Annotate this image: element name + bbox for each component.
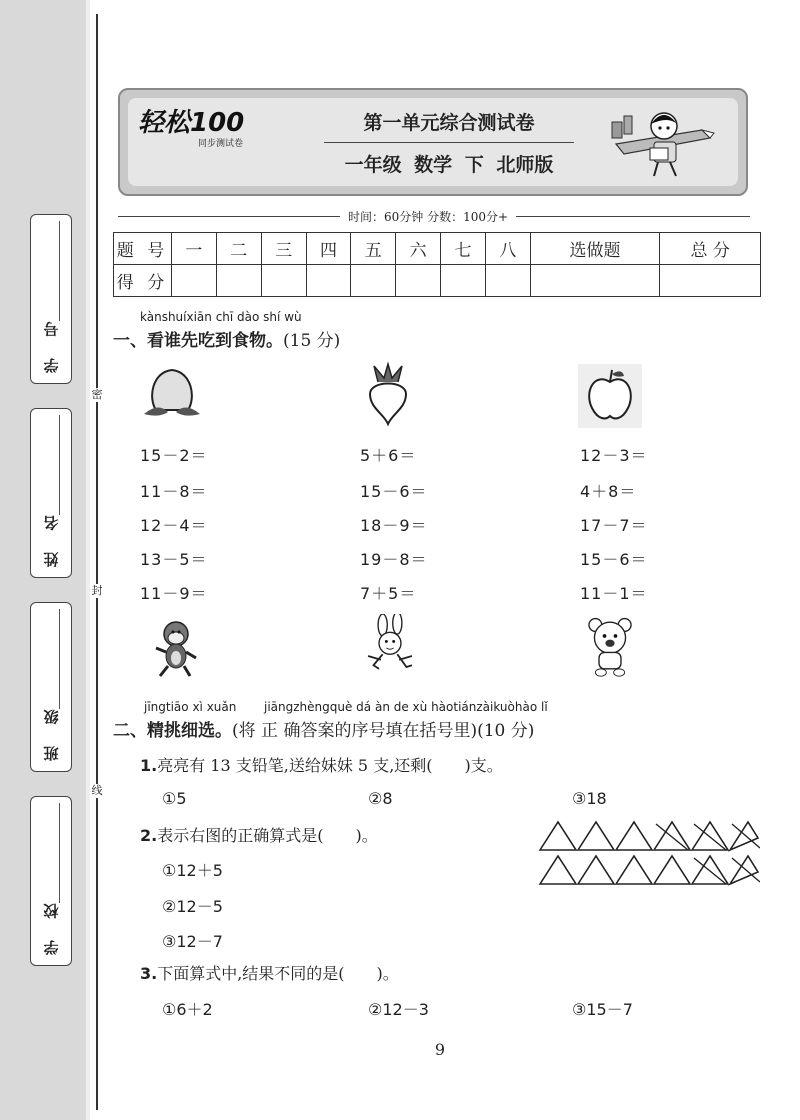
score-input-cell[interactable] [485, 265, 530, 297]
table-cell: 得 分 [114, 265, 172, 297]
table-cell: 六 [396, 233, 441, 265]
section2-pinyin-title: jīngtiāo xì xuǎn [144, 700, 237, 714]
bear-icon [578, 614, 642, 678]
school-field[interactable] [30, 796, 72, 966]
apple-icon [578, 364, 642, 428]
table-cell: 选做题 [530, 233, 660, 265]
binding-edge [86, 0, 90, 1120]
time-score-info: 时间：60分钟 分数：100分+ [340, 208, 516, 225]
student-number-field[interactable] [30, 214, 72, 384]
section2-title: 二、精挑细选。(将 正 确答案的序号填在括号里)(10 分) [113, 721, 535, 741]
equation: 12－3＝ [580, 446, 648, 465]
question-1: 1.亮亮有 13 支铅笔,送给妹妹 5 支,还剩( )支。 [140, 756, 503, 775]
section2-pinyin-instruction: jiāngzhèngquè dá àn de xù hàotiánzàikuòhào lǐ [264, 700, 548, 714]
table-row [114, 233, 761, 265]
rabbit-icon [358, 614, 422, 678]
logo-subtitle: 同步测试卷 [198, 139, 244, 149]
score-input-cell[interactable] [172, 265, 217, 297]
header-banner [118, 88, 748, 196]
table-cell: 一 [172, 233, 217, 265]
equation: 4＋8＝ [580, 482, 637, 501]
q1-option-c[interactable]: ③18 [572, 789, 607, 808]
logo: 轻松100 [138, 108, 245, 138]
student-number-label: 学 号 [42, 313, 61, 373]
section1-pinyin: kànshuíxiān chī dào shí wù [140, 310, 302, 324]
unit-title: 第一单元综合测试卷 [363, 112, 535, 134]
score-input-cell[interactable] [261, 265, 306, 297]
class-field[interactable] [30, 602, 72, 772]
q2-option-b[interactable]: ②12－5 [162, 897, 223, 916]
monkey-icon [146, 618, 210, 682]
q1-option-b[interactable]: ②8 [368, 789, 393, 808]
score-input-cell[interactable] [441, 265, 486, 297]
table-cell: 二 [216, 233, 261, 265]
triangles-figure [538, 820, 760, 888]
student-name-label: 姓 名 [42, 507, 61, 567]
score-input-cell[interactable] [216, 265, 261, 297]
equation: 15－2＝ [140, 446, 208, 465]
equation: 19－8＝ [360, 550, 428, 569]
equation: 11－8＝ [140, 482, 208, 501]
peach-icon [140, 362, 204, 426]
grade-title: 一年级 数学 下 北师版 [344, 154, 554, 176]
boy-reading-pencil-icon [606, 104, 716, 182]
question-2: 2.表示右图的正确算式是( )。 [140, 826, 378, 845]
equation: 18－9＝ [360, 516, 428, 535]
cut-line [96, 14, 98, 1110]
table-cell: 四 [306, 233, 351, 265]
radish-icon [356, 362, 420, 426]
equation: 11－9＝ [140, 584, 208, 603]
school-label: 学 校 [42, 895, 61, 955]
score-input-cell[interactable] [396, 265, 441, 297]
equation: 5＋6＝ [360, 446, 417, 465]
score-input-cell[interactable] [530, 265, 660, 297]
table-cell: 三 [261, 233, 306, 265]
equation: 11－1＝ [580, 584, 648, 603]
score-table [113, 232, 761, 297]
table-cell: 七 [441, 233, 486, 265]
page-number: 9 [434, 1040, 446, 1059]
q2-option-a[interactable]: ①12＋5 [162, 861, 223, 880]
q3-option-b[interactable]: ②12－3 [368, 1000, 429, 1019]
section1-title: 一、看谁先吃到食物。(15 分) [113, 331, 341, 351]
table-cell: 总 分 [660, 233, 761, 265]
table-cell: 八 [485, 233, 530, 265]
class-label: 班 级 [42, 701, 61, 761]
table-cell: 题 号 [114, 233, 172, 265]
score-input-cell[interactable] [660, 265, 761, 297]
equation: 7＋5＝ [360, 584, 417, 603]
equation: 15－6＝ [360, 482, 428, 501]
q1-option-a[interactable]: ①5 [162, 789, 187, 808]
equation: 12－4＝ [140, 516, 208, 535]
score-input-cell[interactable] [351, 265, 396, 297]
question-3: 3.下面算式中,结果不同的是( )。 [140, 964, 399, 983]
cut-mark-xian: 线 [91, 784, 103, 797]
equation: 15－6＝ [580, 550, 648, 569]
cut-mark-feng: 封 [91, 584, 103, 597]
q3-option-c[interactable]: ③15－7 [572, 1000, 633, 1019]
table-row [114, 265, 761, 297]
table-cell: 五 [351, 233, 396, 265]
equation: 13－5＝ [140, 550, 208, 569]
score-input-cell[interactable] [306, 265, 351, 297]
student-name-field[interactable] [30, 408, 72, 578]
q2-option-c[interactable]: ③12－7 [162, 932, 223, 951]
equation: 17－7＝ [580, 516, 648, 535]
cut-mark-mi: 密 [91, 388, 103, 401]
q3-option-a[interactable]: ①6＋2 [162, 1000, 213, 1019]
